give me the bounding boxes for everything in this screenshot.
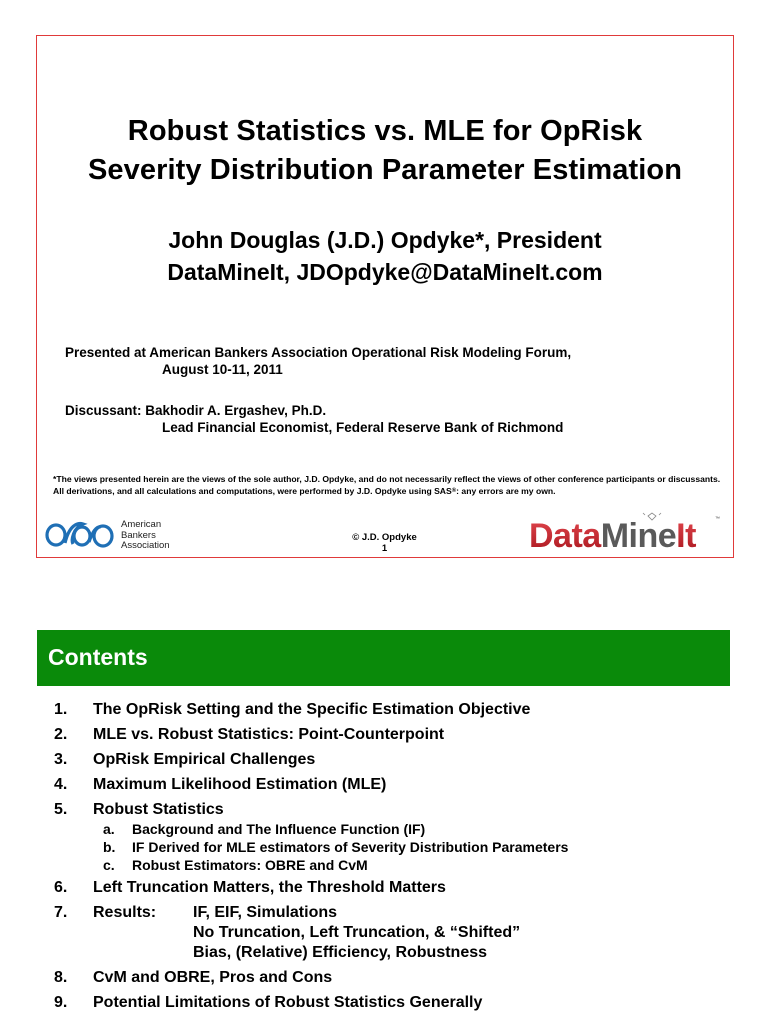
author-line-1: John Douglas (J.D.) Opdyke*, President — [168, 227, 602, 253]
toc-sub-label: IF Derived for MLE estimators of Severity Distribution Parameters — [132, 839, 569, 855]
presented-at — [65, 344, 571, 378]
toc-item — [54, 903, 734, 963]
toc-label: The OpRisk Setting and the Specific Estimation Objective — [93, 701, 531, 718]
toc-number: 4. — [54, 776, 68, 793]
toc-label: Left Truncation Matters, the Threshold Matters — [93, 879, 446, 896]
toc-item — [54, 968, 734, 988]
discussant-line-2: Lead Financial Economist, Federal Reserve Bank of Richmond — [162, 420, 564, 435]
toc-number: 7. — [54, 904, 68, 921]
toc-item — [54, 800, 734, 874]
datamineit-logo-icon — [527, 512, 727, 552]
toc-sub-letter: b. — [103, 839, 116, 855]
toc-number: 2. — [54, 726, 68, 743]
discussant-line-1: Discussant: Bakhodir A. Ergashev, Ph.D. — [65, 403, 327, 418]
aba-logo-text — [121, 520, 170, 552]
toc-subitem — [54, 857, 734, 874]
presented-line-2: August 10-11, 2011 — [162, 362, 283, 377]
copyright-text: © J.D. Opdyke — [352, 532, 417, 543]
disclaimer-text-1: *The views presented herein are the views of the sole author, J.D. Opdyke, and do not necessarily reflect the views of other conference participants or discussants. All derivations, and all calculations and computations, were performed by J.D. Opdyke using SAS — [53, 474, 721, 496]
toc-label: Potential Limitations of Robust Statistics Generally — [93, 994, 483, 1011]
toc-item — [54, 775, 734, 795]
aba-line-3: Association — [121, 540, 170, 551]
author-block — [37, 224, 733, 288]
contents-header-bar — [37, 630, 730, 686]
toc-number: 5. — [54, 801, 68, 818]
results-line: No Truncation, Left Truncation, & “Shifted” — [193, 924, 521, 941]
title-slide — [36, 35, 734, 558]
author-line-2: DataMineIt, JDOpdyke@DataMineIt.com — [167, 259, 603, 285]
discussant — [65, 402, 563, 436]
toc-number: 3. — [54, 751, 68, 768]
toc-item — [54, 750, 734, 770]
toc-sub-label: Robust Estimators: OBRE and CvM — [132, 857, 368, 873]
toc-label: Maximum Likelihood Estimation (MLE) — [93, 776, 387, 793]
results-line: IF, EIF, Simulations — [193, 904, 338, 921]
toc-item — [54, 700, 734, 720]
toc-label: OpRisk Empirical Challenges — [93, 751, 316, 768]
toc-number: 8. — [54, 969, 68, 986]
toc-item — [54, 725, 734, 745]
toc-subitem — [54, 839, 734, 856]
slide-title — [37, 112, 733, 190]
toc-results-row — [54, 903, 734, 923]
toc-sub-letter: a. — [103, 821, 115, 837]
toc-sub-letter: c. — [103, 857, 115, 873]
disclaimer-text-2: : any errors are my own. — [456, 485, 556, 496]
title-line-2: Severity Distribution Parameter Estimation — [87, 154, 683, 186]
toc-number: 6. — [54, 879, 68, 896]
toc-item — [54, 993, 734, 1013]
svg-text:DataMineIt: DataMineIt — [529, 517, 696, 552]
toc-label: Robust Statistics — [93, 801, 224, 818]
registered-mark: ® — [451, 487, 457, 494]
presented-line-1: Presented at American Bankers Association Operational Risk Modeling Forum, — [65, 345, 572, 360]
toc-label: MLE vs. Robust Statistics: Point-Counterpoint — [93, 726, 445, 743]
contents-title: Contents — [48, 644, 148, 670]
toc-sub-label: Background and The Influence Function (IF) — [132, 821, 426, 837]
title-line-1: Robust Statistics vs. MLE for OpRisk — [127, 115, 643, 147]
toc-item — [54, 878, 734, 898]
svg-text:™: ™ — [715, 516, 720, 522]
toc-label: Results: — [93, 904, 157, 921]
aba-line-2: Bankers — [121, 529, 156, 541]
toc-subitem — [54, 821, 734, 838]
toc-number: 9. — [54, 994, 68, 1011]
toc-label: CvM and OBRE, Pros and Cons — [93, 969, 333, 986]
copyright-footer — [337, 532, 432, 554]
toc-number: 1. — [54, 701, 68, 718]
results-line: Bias, (Relative) Efficiency, Robustness — [193, 944, 488, 961]
aba-line-1: American — [121, 519, 162, 530]
table-of-contents — [54, 700, 734, 1018]
page-number: 1 — [381, 543, 388, 554]
disclaimer — [53, 474, 723, 497]
